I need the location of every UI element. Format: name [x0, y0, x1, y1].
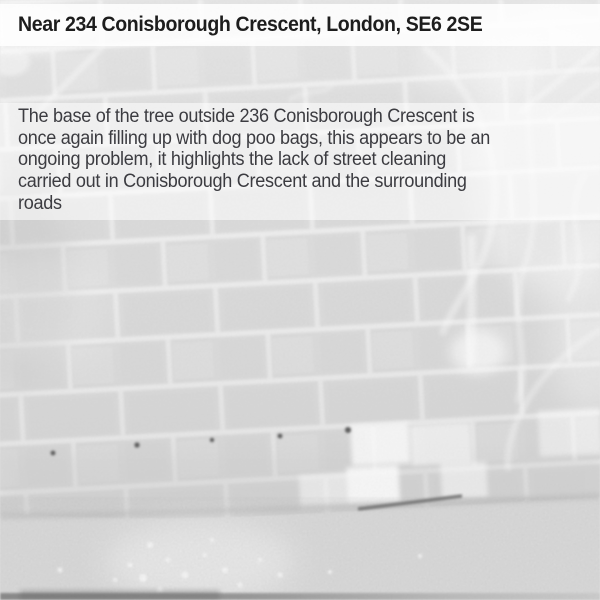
- description-line-2: once again filling up with dog poo bags, this appears to be an: [18, 127, 491, 149]
- description-line-5: roads: [18, 192, 62, 214]
- location-banner: [0, 4, 600, 46]
- location-text: Near 234 Conisborough Crescent, London, SE6 2SE: [18, 13, 483, 36]
- report-description-overlay: [0, 103, 600, 220]
- description-line-4: carried out in Conisborough Crescent and the surrounding: [18, 171, 467, 193]
- description-line-3: ongoing problem, it highlights the lack of street cleaning: [18, 149, 446, 171]
- description-line-1: The base of the tree outside 236 Conisborough Crescent is: [18, 106, 475, 127]
